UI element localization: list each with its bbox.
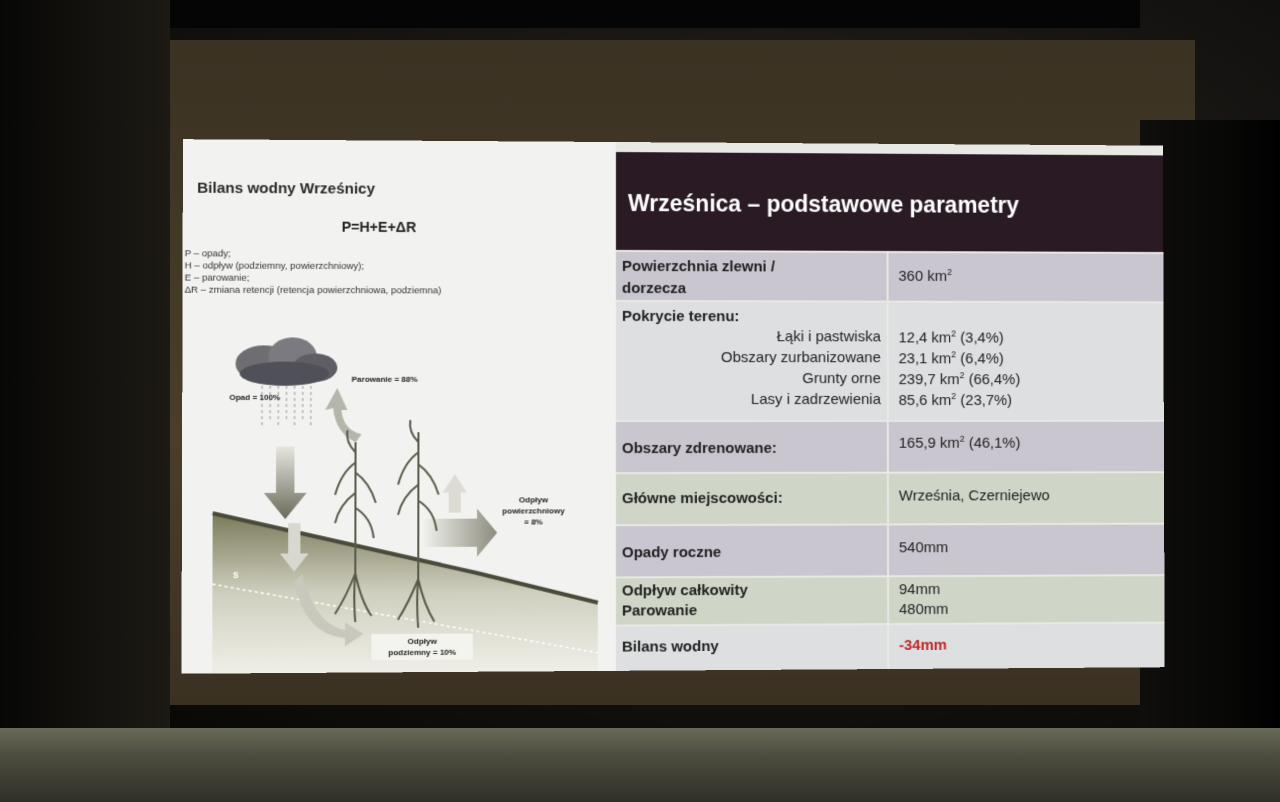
- ceiling-truss: [140, 0, 1140, 28]
- projected-slide: [181, 139, 1164, 674]
- cloud-icon: [235, 337, 337, 386]
- land-cover-name: Grunty orne: [802, 370, 881, 388]
- water-cycle-diagram: [181, 321, 615, 674]
- drained-label: Obszary zdrenowane:: [621, 439, 777, 458]
- land-cover-value: 239,7 $km^2$ (66,4%): [898, 370, 1021, 389]
- land-cover-value: 23,1 $km^2$ (6,4%): [898, 349, 1004, 368]
- rain-label: Opad = 100%: [229, 392, 281, 402]
- land-cover-value: 12,4 $km^2$ (3,4%): [898, 328, 1004, 347]
- balance-formula: P=H+E+ΔR: [341, 218, 417, 236]
- parameters-title: Wrześnica – podstawowe parametry: [627, 190, 1019, 218]
- runoff-arrow-icon: [422, 509, 497, 558]
- evaporation-label: Parowanie = 88%: [351, 374, 418, 384]
- outflow-label: Odpływ całkowity: [621, 581, 748, 600]
- land-cover-label: Pokrycie terenu:: [621, 307, 740, 326]
- land-cover-name: Łąki i pastwiska: [776, 328, 881, 346]
- table-row: [616, 473, 1164, 524]
- parameters-panel: [616, 142, 1165, 671]
- legend-line: E – parowanie;: [184, 272, 250, 284]
- soil-marker: s: [232, 569, 239, 582]
- balance-value: -34mm: [899, 636, 947, 655]
- surface-runoff-label-2: powierzchniowy: [502, 506, 565, 516]
- ground-runoff-label-1: Odpływ: [407, 636, 437, 646]
- table-row: [616, 302, 1164, 420]
- left-panel-title: Bilans wodny Wrześnicy: [197, 179, 376, 198]
- rain-value: 540mm: [898, 539, 949, 557]
- drained-value: 165,9 $km^2$ (46,1%): [898, 433, 1021, 452]
- water-balance-panel: [181, 139, 615, 674]
- land-cover-value: 85,6 $km^2$ (23,7%): [898, 391, 1013, 409]
- land-cover-name: Obszary zurbanizowane: [720, 349, 881, 367]
- land-cover-name: Lasy i zadrzewienia: [750, 391, 881, 408]
- table-row: [616, 525, 1164, 577]
- table-row: [616, 624, 1165, 671]
- evaporation-value: 480mm: [898, 600, 949, 619]
- ground-runoff-label-2: podziemny = 10%: [388, 647, 457, 658]
- rain-label: Opady roczne: [621, 543, 722, 562]
- stage-floor: [0, 728, 1280, 802]
- towns-label: Główne miejscowości:: [621, 489, 783, 508]
- legend-line: ΔR – zmiana retencji (retencja powierzchniowa, podziemna): [184, 284, 442, 297]
- legend-line: H – odpływ (podziemny, powierzchniowy);: [184, 260, 365, 273]
- legend-line: P – opady;: [184, 248, 231, 260]
- area-label-1: Powierzchnia zlewni /: [621, 257, 775, 276]
- surface-runoff-label-3: = 8%: [524, 517, 543, 527]
- table-row: [616, 422, 1164, 472]
- surface-runoff-label-1: Odpływ: [518, 495, 549, 505]
- balance-label: Bilans wodny: [621, 638, 719, 656]
- evaporation-arrow-icon: [325, 388, 362, 442]
- curtain-left: [0, 0, 170, 740]
- area-value: 360 $km^2$: [898, 267, 952, 285]
- evaporation-label: Parowanie: [621, 602, 698, 620]
- rain-arrow-icon: [264, 446, 307, 519]
- table-row: [616, 576, 1165, 625]
- outflow-value: 94mm: [898, 581, 941, 599]
- area-label-2: dorzecza: [621, 279, 687, 298]
- table-row: [616, 252, 1163, 301]
- towns-value: Września, Czerniejewo: [898, 487, 1050, 505]
- parameters-banner: [616, 152, 1163, 252]
